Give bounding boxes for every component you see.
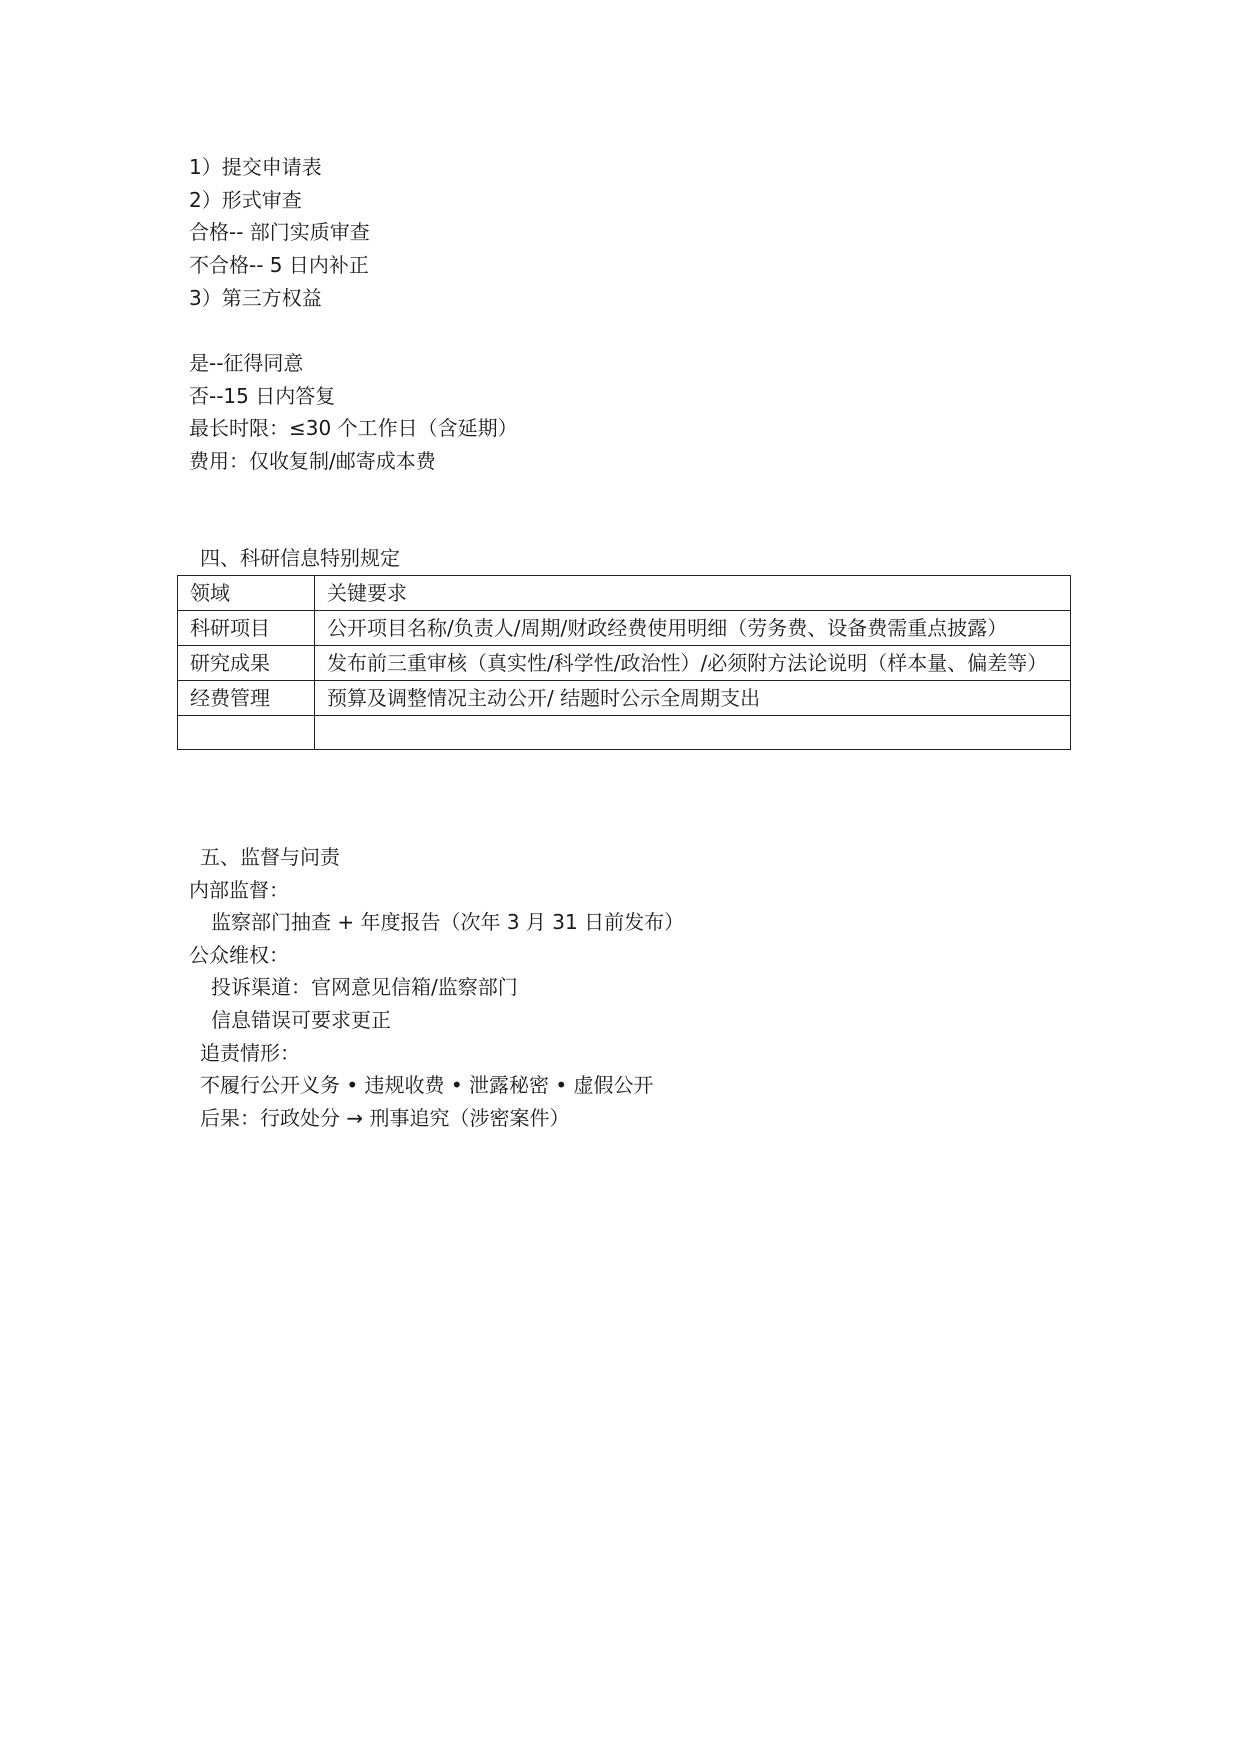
section-4-title: 四、科研信息特别规定 (200, 546, 400, 570)
table-cell: 研究成果 (178, 646, 315, 681)
correction-request: 信息错误可要求更正 (211, 1008, 391, 1032)
public-rights-label: 公众维权： (189, 943, 289, 967)
internal-supervision-label: 内部监督： (189, 878, 289, 902)
process-qualified: 合格-- 部门实质审查 (189, 220, 370, 244)
third-party-yes: 是--征得同意 (189, 351, 304, 375)
table-cell (178, 716, 315, 750)
process-step-2: 2）形式审查 (189, 188, 302, 212)
section-5-title: 五、监督与问责 (200, 845, 340, 869)
table-row (178, 681, 1071, 716)
liability-label: 追责情形： (200, 1041, 300, 1065)
table-row (178, 646, 1071, 681)
liability-items: 不履行公开义务 • 违规收费 • 泄露秘密 • 虚假公开 (200, 1073, 654, 1097)
complaint-channel: 投诉渠道：官网意见信箱/监察部门 (211, 975, 518, 999)
table-header-cell: 关键要求 (315, 576, 1071, 611)
fee-note: 费用：仅收复制/邮寄成本费 (189, 449, 436, 473)
table-cell: 预算及调整情况主动公开/ 结题时公示全周期支出 (315, 681, 1071, 716)
process-unqualified: 不合格-- 5 日内补正 (189, 253, 369, 277)
table-cell: 公开项目名称/负责人/周期/财政经费使用明细（劳务费、设备费需重点披露） (315, 611, 1071, 646)
max-time-limit: 最长时限：≤30 个工作日（含延期） (189, 416, 518, 440)
process-step-1: 1）提交申请表 (189, 155, 322, 179)
process-step-3: 3）第三方权益 (189, 286, 322, 310)
table-cell: 科研项目 (178, 611, 315, 646)
table-cell: 发布前三重审核（真实性/科学性/政治性）/必须附方法论说明（样本量、偏差等） (315, 646, 1071, 681)
research-rules-table (177, 575, 1071, 750)
table-cell (315, 716, 1071, 750)
table-row (178, 611, 1071, 646)
internal-supervision-text: 监察部门抽查 + 年度报告（次年 3 月 31 日前发布） (211, 910, 685, 934)
table-header-cell: 领域 (178, 576, 315, 611)
consequence-text: 后果：行政处分 → 刑事追究（涉密案件） (200, 1106, 570, 1130)
table-cell: 经费管理 (178, 681, 315, 716)
third-party-no: 否--15 日内答复 (189, 384, 336, 408)
table-row-empty (178, 716, 1071, 750)
table-header-row (178, 576, 1071, 611)
